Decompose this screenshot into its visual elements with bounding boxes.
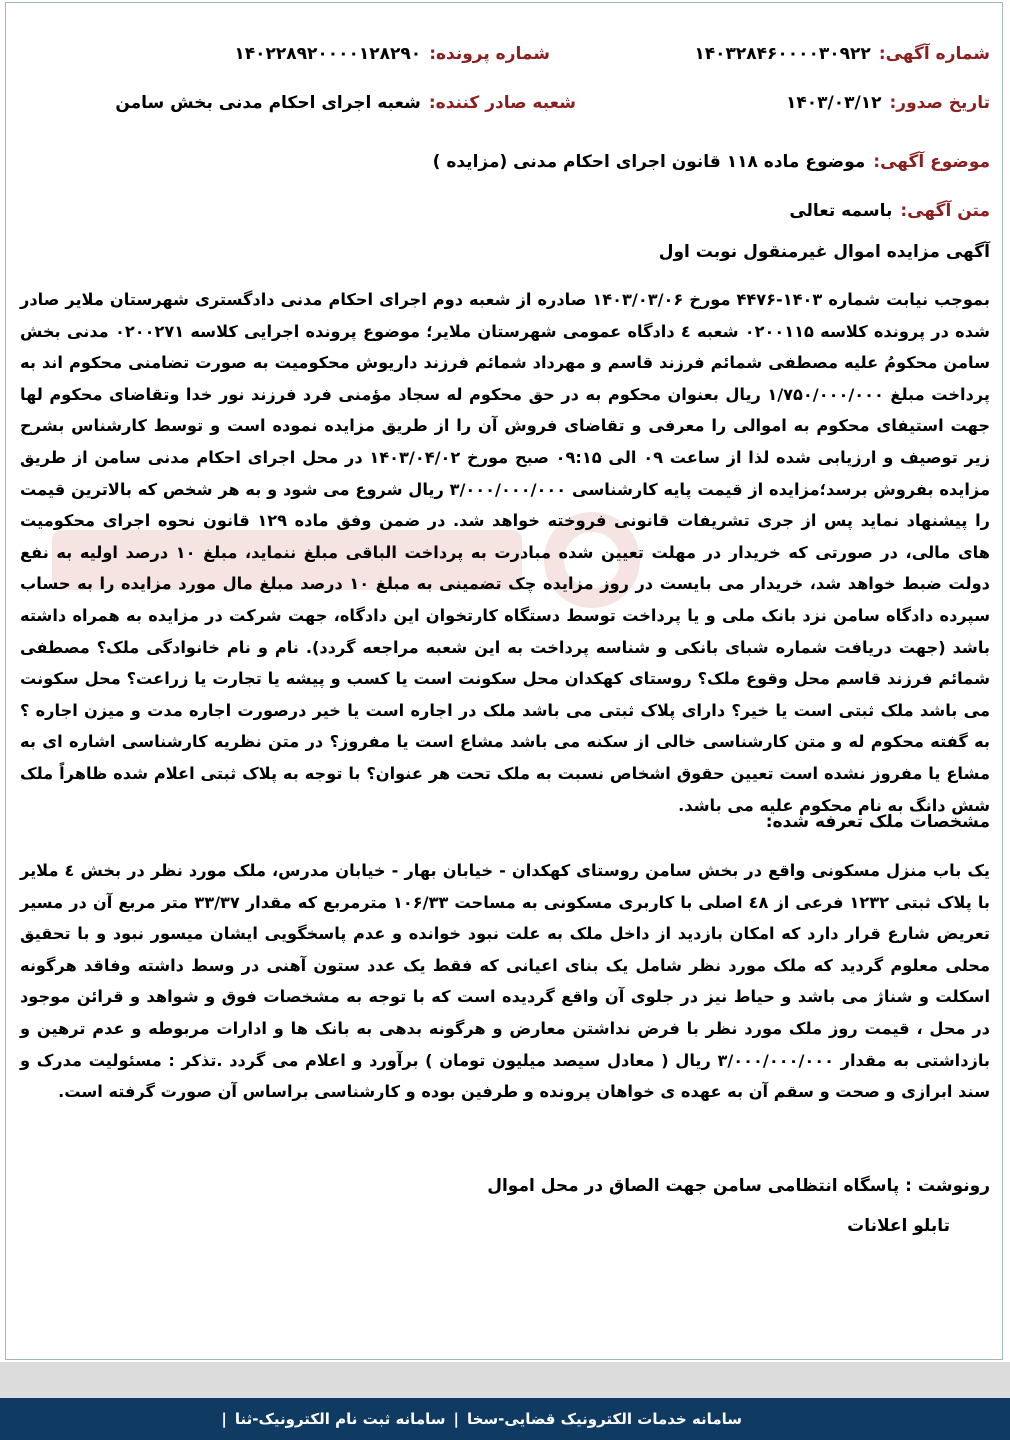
notice-number-label: شماره آگهی:	[878, 44, 990, 64]
footer-link-sana[interactable]: سامانه ثبت نام الکترونیک-ثنا	[234, 1410, 446, 1428]
cc-line-board: تابلو اعلانات	[847, 1216, 950, 1236]
text-row	[789, 201, 990, 221]
issuer-value: شعبه اجرای احکام مدنی بخش سامن	[115, 93, 421, 113]
text-label: متن آگهی:	[900, 201, 990, 221]
case-number-row	[234, 44, 550, 64]
footer-links	[221, 1410, 742, 1428]
subject-value: موضوع ماده ۱۱۸ قانون اجرای احکام مدنی (مزایده )	[432, 152, 866, 172]
issue-date-value: ۱۴۰۳/۰۳/۱۲	[786, 93, 882, 113]
text-value: باسمه تعالی	[789, 201, 893, 221]
issue-date-label: تاریخ صدور:	[889, 93, 990, 113]
footer-bar	[0, 1398, 1010, 1440]
notice-number-value: ۱۴۰۳۲۸۴۶۰۰۰۰۳۰۹۲۲	[694, 44, 871, 64]
case-number-value: ۱۴۰۲۲۸۹۲۰۰۰۰۱۲۸۲۹۰	[234, 44, 422, 64]
property-heading: مشخصات ملک تعرفه شده:	[765, 812, 990, 832]
issue-date-row	[786, 93, 990, 113]
horizontal-scrollbar[interactable]	[0, 1362, 1010, 1398]
footer-separator: |	[453, 1410, 459, 1428]
case-number-label: شماره پرونده:	[429, 44, 550, 64]
footer-link-sakha[interactable]: سامانه خدمات الکترونیک قضایی-سخا	[466, 1410, 742, 1428]
cc-line: رونوشت : پاسگاه انتظامی سامن جهت الصاق در محل اموال	[487, 1176, 990, 1196]
notice-number-row	[694, 44, 990, 64]
issuer-row	[115, 93, 576, 113]
footer-separator-end: |	[221, 1410, 227, 1428]
subject-row	[433, 152, 990, 172]
issuer-label: شعبه صادر کننده:	[428, 93, 576, 113]
notice-paragraph-property: یک باب منزل مسکونی واقع در بخش سامن روستای کهکدان - خیابان بهار - خیابان مدرس، ملک مورد نظر در بخش ٤ ملایر با پلاک ثبتی ۱۲۳۲ فرعی از ٤۸ اصلی با کاربری مسکونی به مساحت ۱۰۶/۳۳ مترمربع که مقدار ۳۳/۳۷ متر مربع آن در مسیر تعریض شارع قرار دارد که امکان بازدید از داخل ملک به علت نبود خوانده و عدم پاسخگویی ایشان میسور نبود و با تحقیق محلی معلوم گردید که ملک مورد نظر شامل یک بنای اعیانی که فقط یک عدد ستون آهنی در وسط داشته وفاقد هرگونه اسکلت و شناژ می باشد و حیاط نیز در جلوی آن واقع گردیده است که با توجه به مشخصات فوق و شواهد و قرائن موجود در محل ، قیمت روز ملک مورد نظر با فرض نداشتن معارض و هرگونه بدهی به بانک ها و ادارات مربوطه و عدم ترهین و بازداشتی به مقدار ۳/۰۰۰/۰۰۰/۰۰۰ ریال ( معادل سیصد میلیون تومان ) برآورد و اعلام می گردد .تذکر : مسئولیت مدرک و سند ابرازی و صحت و سقم آن به عهده ی خواهان پرونده و طرفین بوده و کارشناسی براساس آن صورت گرفته است.	[20, 861, 991, 1102]
notice-paragraph-main: بموجب نیابت شماره ۱۴۰۳-۴۴۷۶ مورخ ۱۴۰۳/۰۳/۰۶ صادره از شعبه دوم اجرای احکام مدنی دادگستری شهرستان ملایر صادر شده در پرونده کلاسه ۰۲۰۰۱۱۵ شعبه ٤ دادگاه عمومی شهرستان ملایر؛ موضوع پرونده اجرایی کلاسه ۰۲۰۰۲۷۱ مدنی بخش سامن محکومُ علیه مصطفی شمائم فرزند قاسم و مهرداد شمائم فرزند داریوش محکومیت به صورت تضامنی محکوم اند به پرداخت مبلغ ۱/۷۵۰/۰۰۰/۰۰۰ ریال بعنوان محکوم به در حق محکوم له سجاد مؤمنی فرد فرزند نور خدا وتقاضای محکوم لها جهت استیفای محکوم به اموالی را معرفی و تقاضای فروش آن را از طریق مزایده نموده است و توسط کارشناس بشرح زیر توصیف و ارزیابی شده لذا از ساعت ۰۹ الی ۰۹:۱۵ صبح مورخ ۱۴۰۳/۰۴/۰۲ در محل اجرای احکام مدنی سامن از طریق مزایده بفروش برسد؛مزایده از قیمت پایه کارشناسی ۳/۰۰۰/۰۰۰/۰۰۰ ریال شروع می شود و به هر شخص که بالاترین قیمت را پیشنهاد نماید پس از جری تشریفات قانونی فروخته خواهد شد. در ضمن وفق ماده ۱۲۹ قانون نحوه اجرای محکومیت های مالی، در صورتی که خریدار در مهلت تعیین شده مبادرت به پرداخت الباقی مبلغ ننماید، مبلغ ۱۰ درصد اولیه به نفع دولت ضبط خواهد شد، خریدار می بایست در روز مزایده چک تضمینی به مبلغ ۱۰ درصد مبلغ مال مورد مزایده را به حساب سپرده دادگاه سامن نزد بانک ملی و یا پرداخت توسط دستگاه کارتخوان این دادگاه، جهت شرکت در مزایده به همراه داشته باشد (جهت دریافت شماره شبای بانکی و شناسه پرداخت به این شعبه مراجعه گردد). نام و نام خانوادگی ملک؟ مصطفی شمائم فرزند قاسم محل وقوع ملک؟ روستای کهکدان محل سکونت است یا کسب و پیشه یا تجارت یا زراعت؟ محل سکونت می باشد ملک ثبتی است یا خیر؟ دارای پلاک ثبتی می باشد ملک در اجاره است یا خیر درصورت اجاره مدت و میزن اجاره ؟ به گفته محکوم له و متن کارشناسی خالی از سکنه می باشد مشاع است یا مفروز؟ در متن نظریه کارشناسی اشاره ای به مشاع یا مفروز نشده است تعیین حقوق اشخاص نسبت به ملک تحت هر عنوان؟ با توجه به پلاک ثبتی اعلام شده ظاهراً ملک شش دانگ به نام محکوم علیه می باشد.	[20, 290, 991, 815]
notice-title: آگهی مزایده اموال غیرمنقول نوبت اول	[658, 242, 990, 262]
subject-label: موضوع آگهی:	[873, 152, 990, 172]
